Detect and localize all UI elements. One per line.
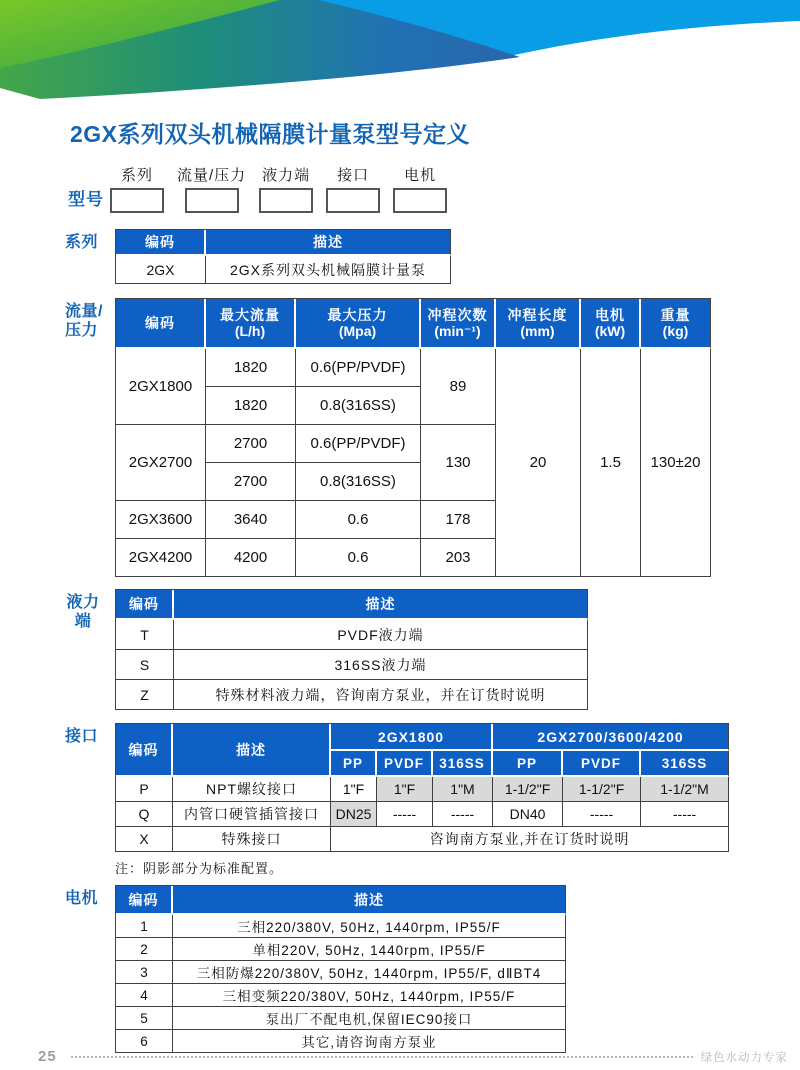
table-row: [116, 680, 588, 710]
flow-pressure-section-label: 流量/ 压力: [65, 303, 103, 339]
col-header-motor: 电机 (kW): [581, 299, 641, 349]
col-header-desc: 描述: [206, 230, 451, 256]
model-code-box: [185, 188, 239, 213]
col-header-stroke-rate: 冲程次数 (min⁻¹): [421, 299, 496, 349]
table-row: [116, 256, 451, 284]
interface-value: DN40: [493, 802, 563, 827]
max-flow-value: 2700: [206, 463, 296, 501]
col-header-desc: 描述: [173, 724, 331, 777]
hydraulic-end-section-label: 液力 端: [66, 594, 100, 630]
motor-section-label: 电机: [65, 890, 99, 907]
motor-desc: 三相220/380V, 50Hz, 1440rpm, IP55/F: [173, 915, 566, 938]
col-group-2gx1800: 2GX1800: [331, 724, 493, 751]
col-header-code: 编码: [116, 590, 174, 620]
motor-code: 5: [116, 1007, 173, 1030]
table-row: [116, 650, 588, 680]
col-header-code: 编码: [116, 724, 173, 777]
hydraulic-code: S: [116, 650, 174, 680]
motor-desc: 三相防爆220/380V, 50Hz, 1440rpm, IP55/F, dⅡBT4: [173, 961, 566, 984]
max-pressure-value: 0.8(316SS): [296, 387, 421, 425]
col-header-material: PVDF: [563, 751, 641, 777]
interface-value: 1"F: [331, 777, 377, 802]
interface-desc: NPT螺纹接口: [173, 777, 331, 802]
motor-table: [115, 885, 566, 1053]
max-flow-value: 1820: [206, 349, 296, 387]
dotted-divider: [71, 1056, 693, 1058]
col-header-code: 编码: [116, 886, 173, 915]
motor-code: 6: [116, 1030, 173, 1053]
pump-code: 2GX4200: [116, 539, 206, 577]
model-field-motor: [393, 164, 447, 213]
max-pressure-value: 0.6: [296, 539, 421, 577]
model-code-box: [393, 188, 447, 213]
col-header-material: PP: [493, 751, 563, 777]
stroke-rate-value: 130: [421, 425, 496, 501]
col-header-code: 编码: [116, 230, 206, 256]
col-header-material: PVDF: [377, 751, 433, 777]
hydraulic-end-table: [115, 589, 588, 710]
table-row: [116, 938, 566, 961]
max-pressure-value: 0.6: [296, 501, 421, 539]
hydraulic-desc: 特殊材料液力端，咨询南方泵业，并在订货时说明: [174, 680, 588, 710]
standard-config-note: 注：阴影部分为标准配置。: [115, 861, 284, 876]
table-row: [116, 984, 566, 1007]
col-header-max-flow: 最大流量 (L/h): [206, 299, 296, 349]
interface-desc: 内管口硬管插管接口: [173, 802, 331, 827]
model-field-interface: [326, 164, 380, 213]
interface-value-standard: 1"F: [377, 777, 433, 802]
interface-value-standard: 1-1/2"M: [641, 777, 729, 802]
hydraulic-end-section: [0, 589, 800, 710]
model-field-label: 系列: [120, 167, 153, 184]
interface-code: Q: [116, 802, 173, 827]
interface-desc: 特殊接口: [173, 827, 331, 852]
max-flow-value: 2700: [206, 425, 296, 463]
model-code-box: [259, 188, 313, 213]
motor-kw-value: 1.5: [581, 349, 641, 577]
max-flow-value: 4200: [206, 539, 296, 577]
stroke-length-value: 20: [496, 349, 581, 577]
col-header-material: 316SS: [433, 751, 493, 777]
interface-value: -----: [563, 802, 641, 827]
max-flow-value: 1820: [206, 387, 296, 425]
interface-table: [115, 723, 729, 852]
interface-value-standard: 1-1/2"F: [493, 777, 563, 802]
motor-code: 1: [116, 915, 173, 938]
model-field-label: 液力端: [262, 167, 311, 184]
interface-code: P: [116, 777, 173, 802]
model-field-label: 电机: [404, 167, 437, 184]
interface-code: X: [116, 827, 173, 852]
col-header-code: 编码: [116, 299, 206, 349]
model-number-row: [68, 164, 800, 213]
page-number: 25: [38, 1048, 57, 1065]
hydraulic-code: T: [116, 620, 174, 650]
footer-slogan: 绿色水动力专家: [700, 1051, 788, 1064]
motor-desc: 单相220V, 50Hz, 1440rpm, IP55/F: [173, 938, 566, 961]
col-header-material: PP: [331, 751, 377, 777]
table-row: [116, 827, 729, 852]
stroke-rate-value: 178: [421, 501, 496, 539]
motor-code: 3: [116, 961, 173, 984]
model-field-label: 接口: [337, 167, 370, 184]
max-pressure-value: 0.6(PP/PVDF): [296, 425, 421, 463]
col-header-desc: 描述: [173, 886, 566, 915]
max-pressure-value: 0.6(PP/PVDF): [296, 349, 421, 387]
interface-value: -----: [433, 802, 493, 827]
model-field-label: 流量/压力: [177, 167, 247, 184]
model-field-hydraulic-end: [259, 164, 313, 213]
pump-code: 2GX3600: [116, 501, 206, 539]
max-flow-value: 3640: [206, 501, 296, 539]
hydraulic-desc: 316SS液力端: [174, 650, 588, 680]
table-row: [116, 777, 729, 802]
motor-desc: 泵出厂不配电机,保留IEC90接口: [173, 1007, 566, 1030]
flow-pressure-table: [115, 298, 711, 577]
series-table: [115, 229, 451, 284]
table-row: [116, 620, 588, 650]
interface-value-standard: DN25: [331, 802, 377, 827]
interface-section: [0, 723, 800, 852]
motor-desc: 其它,请咨询南方泵业: [173, 1030, 566, 1053]
table-row: [116, 915, 566, 938]
page-footer: [38, 1048, 788, 1065]
weight-value: 130±20: [641, 349, 711, 577]
col-header-max-pressure: 最大压力 (Mpa): [296, 299, 421, 349]
col-group-2gx2700-3600-4200: 2GX2700/3600/4200: [493, 724, 729, 751]
model-field-flow-pressure: [177, 164, 246, 213]
motor-code: 2: [116, 938, 173, 961]
table-row: [116, 349, 711, 387]
series-desc: 2GX系列双头机械隔膜计量泵: [206, 256, 451, 284]
table-row: [116, 961, 566, 984]
series-code: 2GX: [116, 256, 206, 284]
stroke-rate-value: 89: [421, 349, 496, 425]
max-pressure-value: 0.8(316SS): [296, 463, 421, 501]
table-row: [116, 802, 729, 827]
motor-desc: 三相变频220/380V, 50Hz, 1440rpm, IP55/F: [173, 984, 566, 1007]
interface-value-standard: 1-1/2"F: [563, 777, 641, 802]
col-header-stroke-length: 冲程长度 (mm): [496, 299, 581, 349]
col-header-desc: 描述: [174, 590, 588, 620]
hydraulic-desc: PVDF液力端: [174, 620, 588, 650]
stroke-rate-value: 203: [421, 539, 496, 577]
model-code-box: [110, 188, 164, 213]
interface-section-label: 接口: [65, 728, 99, 745]
series-section: [0, 229, 800, 284]
table-row: [116, 1007, 566, 1030]
col-header-weight: 重量 (kg): [641, 299, 711, 349]
model-code-box: [326, 188, 380, 213]
model-label: 型号: [68, 190, 104, 209]
pump-code: 2GX2700: [116, 425, 206, 501]
banner-graphic: [0, 0, 800, 100]
flow-pressure-section: [0, 298, 800, 577]
motor-code: 4: [116, 984, 173, 1007]
interface-value-standard: 1"M: [433, 777, 493, 802]
motor-section: [0, 885, 800, 1053]
series-section-label: 系列: [65, 234, 99, 251]
pump-code: 2GX1800: [116, 349, 206, 425]
interface-value: -----: [377, 802, 433, 827]
interface-value: -----: [641, 802, 729, 827]
hydraulic-code: Z: [116, 680, 174, 710]
page-title: 2GX系列双头机械隔膜计量泵型号定义: [70, 121, 471, 147]
col-header-material: 316SS: [641, 751, 729, 777]
interface-span-note: 咨询南方泵业,并在订货时说明: [331, 827, 729, 852]
model-field-series: [110, 164, 164, 213]
model-code-boxes: [110, 164, 447, 213]
